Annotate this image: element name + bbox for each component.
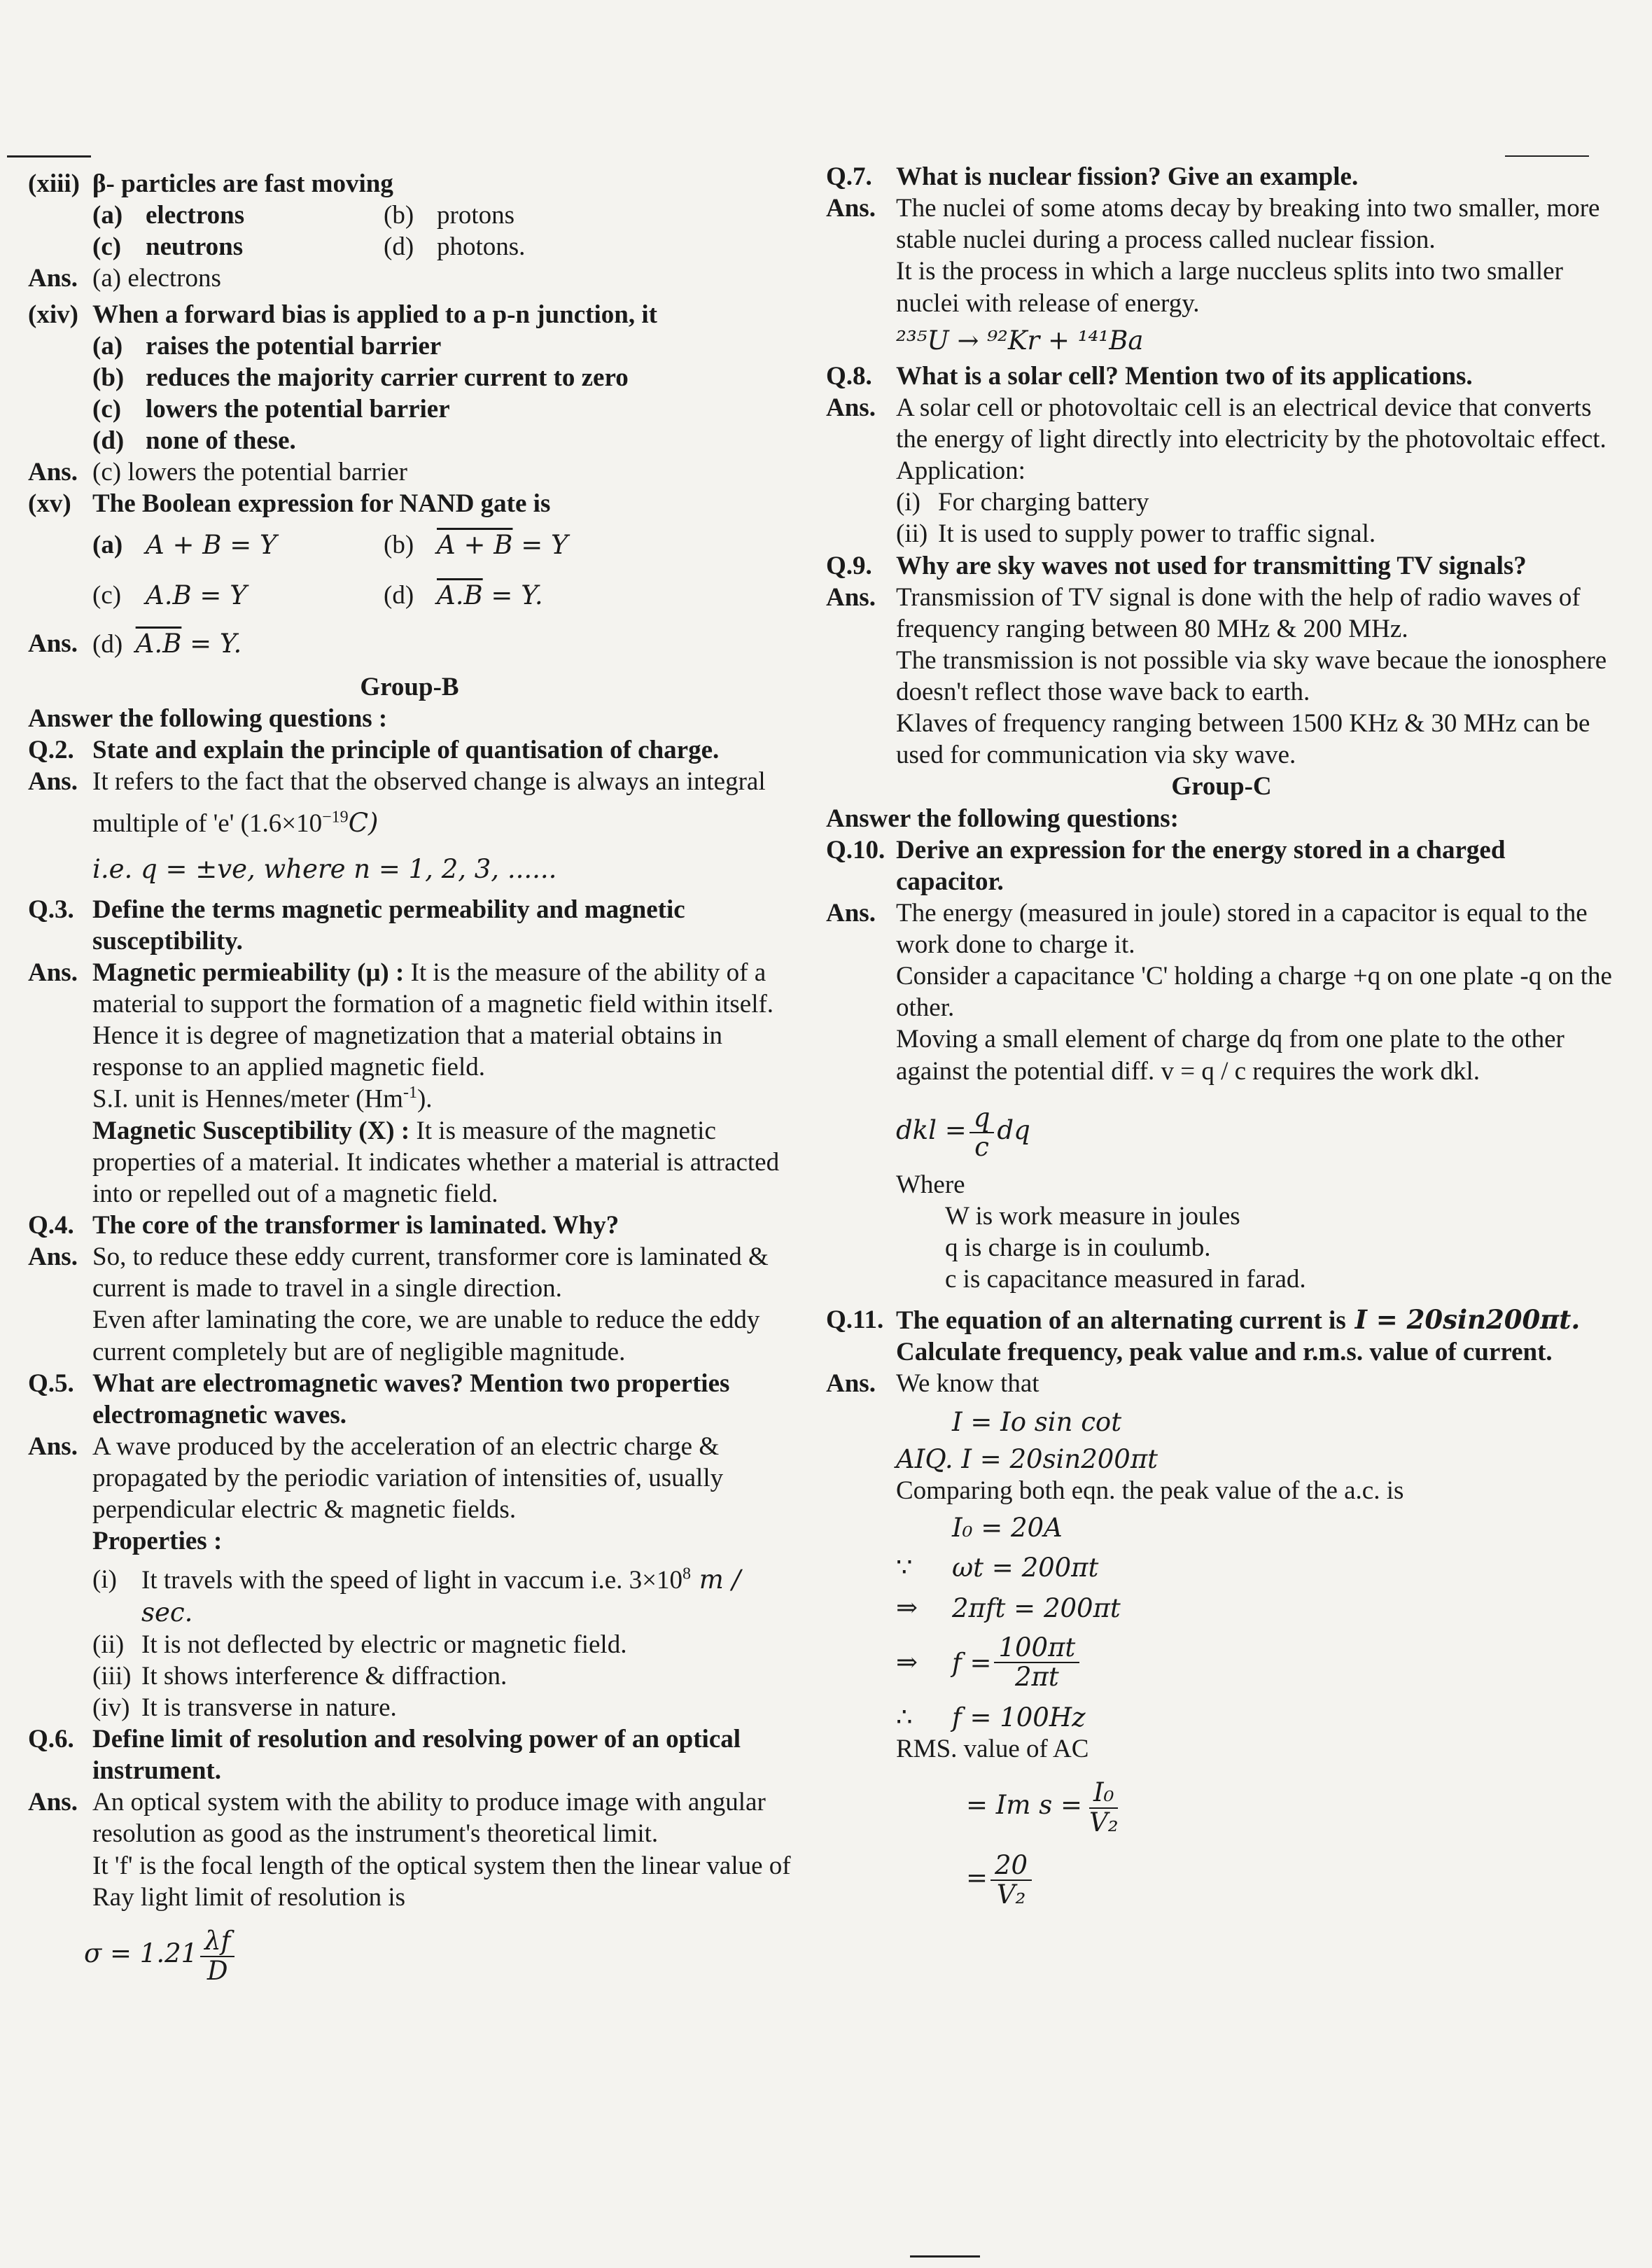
group-b-instruction: Answer the following questions : — [28, 704, 388, 733]
answer-text: It refers to the fact that the observed change is always an integral — [92, 767, 766, 797]
answer-text: So, to reduce these eddy current, transformer core is laminated & current is made to travel in a single direction. — [92, 1242, 769, 1303]
answer-label: Ans. — [28, 1242, 78, 1272]
property-item — [92, 1564, 791, 1628]
answer-text: ). — [416, 1084, 433, 1114]
question-text: Derive an expression for the energy stored in a charged capacitor. — [896, 835, 1506, 896]
equation-lhs: f = — [952, 1647, 992, 1678]
answer-7 — [826, 192, 1617, 356]
option-label: (a) — [92, 201, 123, 230]
answer-text: An optical system with the ability to produce image with angular resolution as good as the instrument's theoretical limit. — [92, 1788, 766, 1849]
left-column — [28, 140, 791, 1985]
answer-label: Ans. — [826, 1368, 876, 1398]
term-heading: Magnetic permieability (μ) : — [92, 958, 405, 987]
answer-label: Ans. — [826, 194, 876, 223]
answer-2 — [28, 766, 791, 797]
question-5 — [28, 1368, 791, 1431]
formula-numerator: λf — [200, 1927, 234, 1957]
application-heading: Application: — [896, 456, 1026, 486]
question-number: (xiv) — [28, 300, 78, 329]
question-text: Define the terms magnetic permeability and magnetic susceptibility. — [92, 895, 685, 955]
question-number: Q.2. — [28, 736, 74, 764]
question-text: The equation of an alternating current is — [896, 1306, 1346, 1335]
formula-lhs: σ = 1.21 — [84, 1938, 198, 1968]
group-c-instruction: Answer the following questions: — [826, 804, 1179, 833]
implies-symbol: ⇒ — [896, 1648, 918, 1677]
answer-text: Comparing both eqn. the peak value of the a.c. is — [896, 1476, 1404, 1506]
question-text: When a forward bias is applied to a p-n junction, it — [92, 300, 657, 329]
answer-label: Ans. — [28, 629, 78, 658]
option-text: reduces the majority carrier current to zero — [146, 363, 629, 392]
property-item — [92, 1660, 791, 1692]
answer-text: (c) lowers the potential barrier — [92, 458, 407, 487]
therefore-symbol: ∴ — [896, 1703, 913, 1732]
where-item: q is charge is in coulumb. — [945, 1233, 1211, 1263]
answer-2-line2 — [92, 807, 791, 839]
question-2 — [28, 734, 791, 766]
answer-5 — [28, 1431, 791, 1723]
option-label: (c) — [92, 232, 122, 262]
answer-text: S.I. unit is Hennes/meter (Hm — [92, 1084, 403, 1114]
application-label: (ii) — [896, 519, 928, 549]
question-4 — [28, 1210, 791, 1241]
equation-line: 2πft = 200πt — [952, 1592, 1121, 1623]
answer-6 — [28, 1786, 791, 1913]
option-label: (c) — [92, 580, 122, 610]
answer-9 — [826, 582, 1617, 771]
answer-text: Consider a capacitance 'C' holding a charge +q on one plate -q on the other. — [896, 962, 1612, 1023]
question-number: Q.3. — [28, 895, 74, 924]
equation-numerator: q — [969, 1104, 995, 1134]
question-text: State and explain the principle of quantisation of charge. — [92, 736, 720, 764]
right-column — [826, 140, 1617, 1910]
options-xiv — [92, 330, 791, 457]
option-text: A.B = Y — [146, 580, 247, 610]
answer-text: Even after laminating the core, we are unable to reduce the eddy current completely but are of negligible magnitude. — [92, 1306, 760, 1366]
answer-8 — [826, 392, 1617, 550]
option-overline: A + B — [437, 530, 513, 561]
equation-lhs: = — [966, 1862, 988, 1893]
answer-label: Ans. — [28, 958, 78, 987]
answer-text: A wave produced by the acceleration of an electric charge & propagated by the periodic variation of intensities of, usually perpendicular electric & magnetic fields. — [92, 1432, 724, 1525]
option-text: protons — [437, 201, 514, 230]
application-text: It is used to supply power to traffic signal. — [938, 519, 1376, 549]
option-text: A + B = Y — [146, 530, 277, 561]
question-number: Q.9. — [826, 551, 872, 580]
answer-label: Ans. — [28, 458, 78, 487]
option-label: (d) — [92, 426, 125, 455]
question-number: Q.4. — [28, 1211, 74, 1240]
group-c-heading: Group-C — [1171, 772, 1272, 802]
answer-xiii — [28, 262, 791, 294]
answer-label: Ans. — [826, 393, 876, 422]
question-text: The core of the transformer is laminated. Why? — [92, 1211, 620, 1240]
group-b-heading: Group-B — [360, 672, 459, 701]
equation-step — [896, 1552, 1617, 1583]
question-6 — [28, 1723, 791, 1786]
equation-numerator: I₀ — [1089, 1779, 1118, 1809]
equation-step — [896, 1702, 1617, 1733]
question-text: Define limit of resolution and resolving power of an optical instrument. — [92, 1725, 741, 1786]
answer-text: The transmission is not possible via sky wave becaue the ionosphere doesn't reflect those wave back to earth. — [896, 645, 1607, 706]
equation-denominator: c — [974, 1132, 989, 1163]
property-label: (i) — [92, 1565, 117, 1595]
answer-text: Hence it is degree of magnetization that a material obtains in response to an applied magnetic field. — [92, 1021, 722, 1082]
property-text: It travels with the speed of light in vaccum i.e. 3×10 — [141, 1566, 683, 1595]
options-xv-2 — [92, 580, 791, 611]
formula-denominator: D — [206, 1955, 228, 1986]
option-text: = Y — [512, 530, 568, 561]
equation-numerator: 100πt — [994, 1634, 1079, 1664]
answer-text: C) — [348, 808, 379, 839]
work-equation — [896, 1104, 1617, 1162]
option-label: (c) — [92, 394, 122, 424]
where-item: c is capacitance measured in farad. — [945, 1265, 1306, 1294]
property-label: (iv) — [92, 1693, 130, 1722]
answer-label: Ans. — [826, 582, 876, 612]
option-text: neutrons — [146, 232, 244, 262]
where-item: W is work measure in joules — [945, 1202, 1240, 1231]
answer-2-line3: i.e. q = ±ve, where n = 1, 2, 3, ...... — [92, 854, 557, 885]
term-heading: Magnetic Susceptibility (X) : — [92, 1116, 410, 1145]
question-8 — [826, 360, 1617, 392]
question-number: Q.10. — [826, 835, 886, 864]
answer-label: Ans. — [826, 898, 876, 927]
question-text: What is a solar cell? Mention two of its applications. — [896, 361, 1473, 391]
answer-text: (a) electrons — [92, 264, 221, 293]
question-number: (xiii) — [28, 169, 80, 198]
answer-text: RMS. value of AC — [896, 1735, 1089, 1764]
rms-equation-2 — [966, 1851, 1617, 1910]
answer-text: It is measure of the magnetic properties of a material. It indicates whether a material is attracted into or repelled out of a magnetic field. — [92, 1116, 780, 1208]
answer-text: Moving a small element of charge dq from one plate to the other against the potential diff. v = q / c requires the work dkl. — [896, 1025, 1564, 1086]
property-text: It shows interference & diffraction. — [141, 1661, 507, 1690]
option-label: (a) — [92, 331, 123, 360]
question-10 — [826, 834, 1617, 897]
answer-text: We know that — [896, 1368, 1040, 1398]
since-symbol: ∵ — [896, 1553, 913, 1583]
answer-3 — [28, 957, 791, 1210]
answer-11 — [826, 1368, 1617, 1910]
equation-lhs: dkl = — [896, 1114, 967, 1145]
question-number: Q.11. — [826, 1305, 884, 1334]
option-text: = Y. — [482, 580, 543, 610]
question-text: β- particles are fast moving — [92, 169, 393, 198]
question-text: The Boolean expression for NAND gate is — [92, 489, 551, 519]
property-label: (iii) — [92, 1661, 132, 1690]
equation-line: ωt = 200πt — [952, 1553, 1099, 1583]
answer-4 — [28, 1241, 791, 1368]
answer-label: Ans. — [28, 1788, 78, 1817]
fission-equation: ²³⁵U → ⁹²Kr + ¹⁴¹Ba — [896, 325, 1144, 356]
option-text: raises the potential barrier — [146, 331, 442, 360]
question-7 — [826, 161, 1617, 192]
answer-10 — [826, 897, 1617, 1296]
question-xv — [28, 488, 791, 519]
equation-line: f = 100Hz — [952, 1702, 1086, 1732]
equation-step — [896, 1592, 1617, 1624]
where-list — [945, 1200, 1617, 1295]
question-xiv — [28, 299, 791, 330]
implies-symbol: ⇒ — [896, 1593, 918, 1623]
answer-text: Klaves of frequency ranging between 1500 KHz & 30 MHz can be used for communication via sky wave. — [896, 709, 1590, 770]
answer-label: Ans. — [28, 767, 78, 797]
question-9 — [826, 550, 1617, 582]
property-text: m / sec. — [141, 1564, 741, 1628]
answer-overline: A.B — [135, 628, 182, 659]
option-label: (b) — [92, 363, 125, 392]
option-text: photons. — [437, 232, 526, 262]
question-text: What is nuclear fission? Give an example. — [896, 162, 1359, 191]
question-equation: I = 20sin200πt. — [1345, 1303, 1581, 1335]
equation-line: I₀ = 20A — [952, 1513, 1063, 1544]
equation-denominator: V₂ — [1088, 1807, 1119, 1837]
question-number: Q.5. — [28, 1368, 74, 1398]
question-number: Q.8. — [826, 361, 872, 391]
answer-xiv — [28, 456, 791, 488]
application-item — [896, 486, 1617, 518]
option-label: (b) — [384, 531, 414, 560]
property-item — [92, 1629, 791, 1660]
answer-label: Ans. — [28, 264, 78, 293]
exponent: −19 — [322, 808, 349, 827]
option-overline: A.B — [437, 580, 483, 610]
resolution-formula — [84, 1927, 791, 1985]
option-text: electrons — [146, 201, 245, 230]
equation-denominator: V₂ — [996, 1879, 1026, 1910]
question-number: (xv) — [28, 489, 71, 519]
question-text: Why are sky waves not used for transmitting TV signals? — [896, 551, 1527, 580]
application-text: For charging battery — [938, 488, 1149, 517]
answer-label: Ans. — [28, 1432, 78, 1461]
question-number: Q.6. — [28, 1725, 74, 1754]
question-11 — [826, 1304, 1617, 1368]
answer-text: Transmission of TV signal is done with the help of radio waves of frequency ranging between 80 MHz & 200 MHz. — [896, 582, 1581, 643]
exponent: 8 — [682, 1565, 692, 1584]
property-item — [92, 1692, 791, 1723]
option-label: (a) — [92, 531, 123, 560]
property-text: It is not deflected by electric or magnetic field. — [141, 1630, 627, 1659]
options-xv — [92, 529, 791, 561]
question-xiii — [28, 168, 791, 200]
answer-text: The nuclei of some atoms decay by breaking into two smaller, more stable nuclei during a process called nuclear fission. — [896, 194, 1600, 255]
answer-xv — [28, 628, 791, 660]
answer-option: (d) — [92, 629, 123, 659]
exponent: -1 — [402, 1084, 417, 1102]
application-item — [896, 518, 1617, 550]
answer-text: multiple of 'e' (1.6×10 — [92, 809, 323, 839]
answer-text: = Y. — [181, 628, 242, 659]
question-number: Q.7. — [826, 162, 872, 191]
equation-line: I = Io sin cot — [952, 1406, 1122, 1437]
option-text: none of these. — [146, 426, 296, 455]
properties-heading: Properties : — [92, 1527, 223, 1556]
equation-denominator: 2πt — [1015, 1662, 1059, 1693]
question-text: What are electromagnetic waves? Mention two properties electromagnetic waves. — [92, 1368, 730, 1429]
equation-rhs: dq — [997, 1114, 1030, 1145]
property-text: It is transverse in nature. — [141, 1693, 397, 1722]
property-label: (ii) — [92, 1630, 125, 1659]
options-xiii — [92, 200, 791, 262]
option-label: (d) — [384, 580, 414, 610]
option-label: (b) — [384, 201, 414, 230]
answer-text: It 'f' is the focal length of the optical system then the linear value of Ray light limit of resolution is — [92, 1851, 791, 1912]
equation-numerator: 20 — [990, 1851, 1032, 1882]
question-text: Calculate frequency, peak value and r.m.s. value of current. — [896, 1337, 1553, 1366]
answer-text: The energy (measured in joule) stored in a capacitor is equal to the work done to charge it. — [896, 898, 1588, 959]
rms-equation — [966, 1779, 1617, 1837]
bottom-rule — [910, 2255, 980, 2258]
where-label: Where — [896, 1170, 965, 1199]
answer-text: A solar cell or photovoltaic cell is an electrical device that converts the energy of light directly into electricity by the photovoltaic effect. — [896, 393, 1606, 454]
option-text: lowers the potential barrier — [146, 394, 450, 424]
application-label: (i) — [896, 488, 920, 517]
answer-text: It is the process in which a large nuccleus splits into two smaller nuclei with release of energy. — [896, 257, 1563, 318]
equation-line: AIQ. I = 20sin200πt — [896, 1444, 1158, 1474]
equation-lhs: = Im s = — [966, 1790, 1082, 1821]
equation-step — [896, 1634, 1617, 1692]
answer-text: It is the measure of the ability of a material to support the formation of a magnetic field within itself. — [92, 958, 774, 1018]
option-label: (d) — [384, 232, 414, 262]
question-3 — [28, 894, 791, 957]
